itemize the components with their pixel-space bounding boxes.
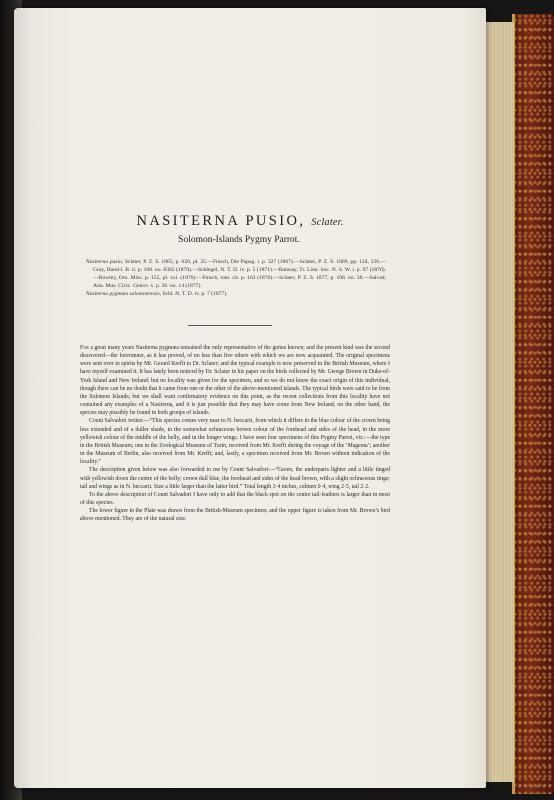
species-name: NASITERNA PUSIO, (136, 213, 306, 229)
synonym-refs: Schl. N. T. D. iv. p. 7 (1877). (162, 291, 228, 297)
paragraph (80, 344, 390, 417)
paragraph (80, 417, 390, 466)
synonymy-entry (86, 258, 386, 290)
page-block-edge (486, 22, 514, 782)
paragraph (80, 507, 390, 523)
synonymy-block (86, 258, 386, 298)
paragraph-text: The description given below was also forwarded to me by Count Salvadori:—“Green, the underparts lighter and a little tinged with yellowish down the centre of the belly; crown dull blue, the forehead and sides of the head brown, with a slight ochraceous tinge; tail and wings as in N. beccarii. Size a little larger than the latter bird.” Total length 3·4 inches, culmen 0·4, wing 2·5, tail 2·2. (80, 467, 390, 490)
book-cover-edge (512, 14, 554, 794)
common-name: Solomon-Islands Pygmy Parrot. (178, 235, 300, 245)
synonym-name: Nasiterna pygmæa salomonensis, (86, 291, 162, 297)
paragraph-text: The lower figure in the Plate was drawn from the British-Museum specimen; and the upper figure is taken from Mr. Brown’s bird above mentioned. They are of the natural size. (80, 508, 390, 523)
paragraph-text: To the above description of Count Salvadori I have only to add that the black spot on the centre tail-feathers is larger than in most of this species. (80, 491, 390, 506)
paragraph-lead: For (80, 345, 89, 351)
paragraph-text: Count Salvadori writes:—“This species comes very near to N. beccarii, from which it differs in the blue colour of the crown being less extended and of a duller shade, in the somewhat ochraceous brown colour of the forehead and sides of the head, in the more yellowish colour of the middle of the belly, and in the longer wings. I have seen four specimens of this Pygmy Parrot, viz.:—the type in the British Museum; one in the Zoological Museum of Turin, received from Mr. Krefft during the voyage of the ‘Magenta’; another in the Museum of Berlin, also received from Mr. Krefft; and, lastly, a specimen received from Mr. Brown without indication of the locality.” (80, 418, 390, 466)
paragraph (80, 466, 390, 490)
paragraph-text: a great many years Nasiterna pygmæa remained the only representative of the genus known; and the present kind was the second discovered—the forerunner, as it has proved, of no less than five others with which we are now acquainted. The original specimens were sent over in spirits by Mr. Gerard Krefft to Dr. Sclater; and the typical example is now preserved in the British Museum, where I have myself examined it. It has lately been noticed by Dr. Sclater in his paper on the birds collected by Mr. George Brown in Duke-of-York Island and New Ireland; but no locality was given for the specimen, and so we do not know the exact origin of this individual, though there can be no doubt that it came from one or the other of the above-mentioned islands. The typical birds were said to be from the Solomon Islands; but we shall want confirmatory evidence on this point, as the recent collections from this locality have not contained any examples of a Nasiterna, and it is just possible that they may have come from New Ireland; on the other hand, the species may possibly be found in both groups of islands. (80, 345, 390, 417)
species-authority: Sclater. (311, 217, 344, 228)
synonymy-entry (86, 290, 386, 298)
synonym-refs: Sclater, P. Z. S. 1865, p. 620, pl. 35.—Finsch, Die Papag. i. p. 327 (1867).—Sclater, P. Z. S. 1869, pp. 124, 126.—Gray, Hand-l. B. ii. p. 168. no. 8382 (1870).—Schlegel, N. T. D. iv. p. 5 (1871).—Ramsay, Tr. Linn. Soc. N. S. W. i. p. 67 (1876).—Rowley, Orn. Misc. p. 155, pl. xxi. (1876).—Finsch, tom. cit. p. 163 (1876).—Sclater, P. Z. S. 1877, p. 108. no. 38.—Salvad. Ann. Mus. Civic. Genov. x. p. 26. no. 14 (1877). (93, 259, 386, 289)
synonym-name: Nasiterna pusio, (86, 259, 124, 265)
paragraph (80, 491, 390, 507)
species-title (110, 213, 370, 230)
body-text (80, 344, 390, 523)
section-divider (188, 325, 272, 326)
